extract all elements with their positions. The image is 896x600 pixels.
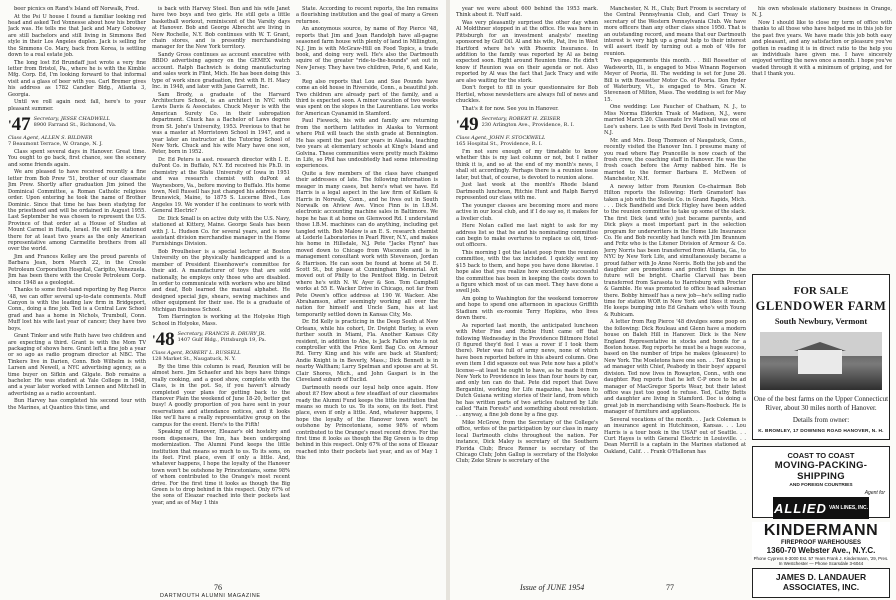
page-number-right: 77	[666, 583, 674, 592]
paragraph: Class spent several days in Hanover. Great time. You ought to go back, first chance, see the scenery and some friends again.	[8, 149, 146, 168]
paragraph: As reported last month, the anticipated luncheon with Peter Fine and Richie Hunt came off that following Wednesday in the Providence Biltmore Hotel (I figured they'd feel I was a rover if I took them there). Peter was full of army news, none of which have been reported before in this absurd column. One even item I did squeeze out was Pete now has a pilot's license—at least he ought to have, as he made it from New York to Providence in less than four hours by car, and only ten can do that. Pete did report that Dave Bergantini, working for Life magazine, has been to Dutch Guiana writing stories of their land, from which he has written parts of two articles featured by Life called "Rain Forests" and something about revolution. . . anyway, a fine job done by a fine guy.	[456, 322, 598, 419]
paragraph: Speaking of Hanover, Eleazar's old hostelry and room dispensers, the Inn, has been undergoing modernization. The Alumni Fund keeps the little institution that means so much to us. To its sons, on its feet. First place, even if only a little. And, whatever happens, I hope the loyalty of the Hanover town won't be outshone by Princetonians, some 98% of whom contributed to the Orange's most recent drive. For the first time it looks as though the Big Green is to drop behind in this respect. Only 67% of the sons of Eleazar reached into their pockets last year, and as of May 1 this	[152, 429, 290, 506]
paragraph: Mr. and Mrs. Doug Thomson of Naugatuck, Conn., recently visited the Hanover Inn. I presume many of you read where Ray Pranceille is now coach of the frosh crew, the coaching staff in Hanover. He was the frosh coach before the Army nabbed him. He is married to the former Barbara E. McEwen of Manchester, N.H.	[604, 137, 746, 183]
paragraph: beer picnics on Rand's Island off Norwalk, Fred.	[14, 6, 140, 12]
paragraph: By the time this column is read, Reunion will be almost here. Jim Schaefer and his boys have things really cooking, and a good show, complete with the Class, is in the pot. So, if you haven't already completed your plans for getting back to the Hanover Plain the weekend of June 18-20, better get busy! A goodly proportion of you have sent in your reservations and attendance notices, and it looks like we'll have a really representative group on the campus for the event. Here's to the Fifth!	[152, 364, 290, 428]
paragraph: Several vocations of the month. . . Jack Coleman is an insurance agent in Hutchinson, Kansas. . . Lou Harris is a tour book in the USAF out of Seattle. . . Curt Hayes is with General Electric in Louisville. . . Dean Merrill is a captain in the Marines stationed at Oakland, Calif. . . Frank O'Halloran has	[604, 416, 746, 455]
class-49-header	[456, 114, 598, 136]
paragraph: The younger classes are becoming more and more active in our local club, and if I do say so, it makes for a livelier club.	[456, 202, 598, 222]
paragraph: I'm not sure enough of my timetable to know whether this is my last column or not, but I rather think it is, and so at the end of my month's news, I shall sit accordingly. Perhaps there is a reunion issue later, but that, of course, is devoted to reunion alone.	[456, 149, 598, 181]
paragraph: Just last week at the month's Rhode Island Dartmouth luncheon, Ritchie Hunt and Ralph Barryd represented our class with me.	[456, 182, 598, 202]
ad-allied-moving	[752, 446, 890, 518]
paragraph: Dr. Ed Kelly is practicing in the Deep South at New Orleans, while his cohort, Dr. Dwight Burley, is even further south in Miami, Fla. Another Kansas City resident, in addition to Abe, is Jack Fallon who is not comptroller with the Price Kent Bag Co. on Armour Rd. Terry King and his wife are back at Stanford; Andie Knight is in Beverly, Mass.; Dick Bennett is in nearby Waltham; Larry Spelman and spouse are at St. Clair Shores, Mich., and John Gaspari is in the Cleveland suburb of Euclid.	[296, 319, 438, 384]
paragraph: is back with Harvey Steel. Bun and his wife Janet have two boys and two girls. He still gets a little basketball workout, reminiscent of the Varsity days at Hanover. Bob and George Albrecht are living in New Rochelle, N.Y. Bob continues with W. T. Grant, chain stores, and is presently merchandising manager for the New York territory.	[152, 6, 290, 51]
column-4	[456, 6, 598, 581]
class-agent-address: 7 Beaumont Terrace, W. Orange, N. J.	[8, 141, 103, 148]
class-secretary-address: 230 Arlington Ave., Providence, R. I.	[481, 122, 575, 129]
page-number-left: 76	[214, 583, 222, 592]
paragraph: We are pleased to have received recently a fine letter from Bob Prew '51, brother of our classmate Jim Prew. Shortly after graduation Jim joined the Dominical Committee, a Roman Catholic religious order. Upon entering he took the name of Brother Dominic. Since that time he has been studying for the priesthood and will be ordained in August 1955. Last September he was chosen to represent the U.S. Province of that order at a House of Studies at Mount Carmel in Haifa, Israel. He will be stationed there for at least two years as the only American representative among Carmelite brothers from all over the world.	[8, 169, 146, 253]
paragraph: Jim and Frances Kelley are the proud parents of Barbara Jean, born March 22, in the Creole Petroleum Corporation Hospital, Caripito, Venezuela. Jim has been there with the Creole Petroleum Corp. since 1948 as a geologist.	[8, 253, 146, 286]
column-3	[296, 6, 438, 581]
paragraph: Sandy Gross continues as account executive with BBDO advertising agency on the GEMEX watch account. Ralph Bachwich is doing manufacturing and sales work in Flint, Mich. He has been doing this type of work since graduation, first with R. H. Macy Inc. in 1948, and later with Jane Garrett, Inc.	[152, 52, 290, 91]
allied-logo: ALLIED VAN LINES, INC.	[773, 497, 869, 519]
class-secretary: Secretary, FRANCIS R. DRURY JR.	[177, 331, 266, 338]
ad-farm-name: GLENDOWER FARM	[755, 299, 887, 313]
ad-farm-location: South Newbury, Vermont	[774, 316, 868, 326]
column-2	[152, 6, 290, 581]
paragraph: A letter from Reg Pierce '48 divulges some poop on the following: Dick Rouleau and Glenn have a modern house on Baleh Hill in Hanover. Dick is the New England Representative in stocks and bonds for a Boston house. Reg reports he must be a huge success, based on the number of trips he makes (pleasure) to New York. The Moeletons have one son. . . Ted Knug is ad manager with Chief, Peabody in their boys' apparel division. Ted now lives in Rowayton, Conn., with one daughter. Reg reports that he left C-P once to be ad manager of MacGregor Sports Wear, but their latest office was just too good to refuse. Ted, Cathy Betts and daughter are living in Stamford. Doc is doing a great job in merchandising with Sears-Roebuck. He is manager of furniture and appliances.	[604, 319, 746, 416]
class-agent: Class Agent, ALLEN S. BILDNER	[8, 135, 93, 142]
class-agent-address: 165 Hospital St., Providence, R. I.	[456, 141, 543, 148]
ad-for-sale: FOR SALE	[793, 285, 849, 297]
left-page	[0, 0, 446, 600]
paragraph: Tom Harrington is working at the Holyoke High School in Holyoke, Mass.	[152, 314, 290, 327]
ad-kindermann-phone: Phone Cypress 8-3000 Est. 57 Years Frank J. Kindermann, '29, Pres. In Westchester — Phone Scarsdale 3-6044	[753, 556, 889, 566]
paragraph: Don't forget to fill in your questionnaire for Bob Hertiel, whose newsletters are always full of news and chuckles.	[456, 85, 598, 105]
running-head: DARTMOUTH ALUMNI MAGAZINE	[160, 593, 261, 599]
paragraph: year we were about 600 behind the 1953 mark. Think about it. 'Nuff said.	[456, 6, 598, 19]
paragraph: Am going to Washington for the weekend tomorrow and hope to spend one afternoon in spacious Griffith Stadium with ex-roomie Terry Hopkins, who lives down there.	[456, 295, 598, 322]
ad-landauer	[752, 568, 890, 598]
class-agent: Class Agent, JOHN F. STOCKWELL	[456, 135, 546, 142]
class-secretary-address: 1407 Gulf Bldg., Pittsburgh 19, Pa.	[177, 337, 267, 344]
ad-kindermann-address: 1360-70 Webster Ave., N.Y.C.	[766, 546, 876, 555]
paragraph: Thanks to some first-hand reporting by Reg Pierce '48, we can offer several up-to-date comments. Muff Canyon is with the leading law firm in Bridgeport, Conn., doing a fine job. Ted is a Central Law School grad and has a home in Nichols, Trumbull, Conn. Muff lost his wife last year of cancer; they have two boys.	[8, 287, 146, 332]
class-year-48: '48	[152, 329, 175, 351]
paragraph: Mike McGrew, from the Secretary of the College's office, writes of the participation by our class in many local Dartmouth clubs throughout the nation. For instance, Dick Maley is secretary of the Southern Florida Club; Bruce Renner is secretary of the Chicago Club; John Gallup is secretary of the Holyoke Club; Zeke Straw is secretary of the	[456, 420, 598, 465]
paragraph: At the Psi U house I found a familiar looking red head and asked Ted Vonnesse about how his brother Jack was. He tells me that Jack and Mary Cobowey are still bachelors and still living in Simmons Bed style in their Los Angeles duplex. Jack is selling for the Simmons Co. Mary, back from Korea, is settling down to a real estate job.	[8, 13, 146, 59]
class-year-47: '47	[8, 114, 31, 136]
paragraph: That's it for now. See you in Hanover.	[462, 105, 559, 112]
paragraph: Dr. Dick Small is on active duty with the U.S. Navy, stationed at Kittery, Maine. George Seals has been with J. L. Hudson Co. for several years, and is now assistant division merchandise manager in the Home Furnishings Division.	[152, 215, 290, 248]
ad-farm-details: Details from owner:	[792, 416, 850, 424]
paragraph: Bob Proulheiser is a special lecturer at Boston University on the physically handicapped and is a member of President Eisenhower's committee for their aid. A manufacturer of toys that are sold nationally, he employs only those who are disabled. In order to communicate with workers who are blind and deaf, Bob learned the manual alphabet. He designed special jigs, shears, sewing machines and other equipment for their use. He is a graduate of Michigan Business School.	[152, 248, 290, 313]
ad-landauer-name2: ASSOCIATES, INC.	[782, 582, 860, 592]
paragraph: Dartmouth needs our loyal help once again. How about it? How about a few steadfast of our classmates ready the Alumni Fund keeps the little institution that means so much to us. To its sons, on its feet. First place, even if only a little. And, whatever happens, I hope the loyalty of the Hanover town won't be outshone by Princetonians, some 98% of whom contributed to the Orange's most recent drive. For the first time it looks as though the Big Green is to drop behind in this respect. Only 67% of the sons of Eleazar reached into their pockets last year, and as of May 1 this	[296, 384, 438, 462]
paragraph: A newsy letter from Reunion Co-chairman Bob Hilton reports the following: Herb Gramstorf has taken a job with the Steele Co. in Grand Rapids, Mich. . . . Dick Bandfield and Dick Higley have been added to the reunion committee to take up some of the slack. The first Dick (and wife) just became parents, and Dick plays a most important part in the selection program for underwriters in the Home Life Insurance Co. He and Bob recently had lunch with Jim Brannum and Fritz who is the Litener Division of Armour & Co. Jerry Norris has been transferred from Atlanta, Ga., to NYC by New York Life, and simultaneously became a proud father with Jo Anne Norris. Both the job and the daughter are promotions and predict things in the future will be bright. Charlie Clarvail has been transferred from Sarasota to Harrisburg with Procter & Gamble. He was promoted to office head salesman there. Bobby himself has a new job—he's selling radio time for station WOR in New York and likes it much. He keeps bumping into Ed Graham who's with Young & Rubicam.	[604, 183, 746, 318]
class-year-49: '49	[456, 114, 479, 136]
class-secretary: Secretary, ROBERT H. ZEISER	[481, 116, 561, 123]
class-secretary-address: 8900 Farrand St., Richmond, Va.	[33, 122, 117, 129]
ad-farm-description: One of the best farms on the Upper Connecticut River, about 30 miles north of Hanover.	[753, 395, 889, 412]
ad-kindermann-name: KINDERMANN	[763, 522, 879, 539]
ad-allied-line1: COAST TO COAST	[787, 451, 855, 460]
paragraph: Paul Fieweck, his wife and family are returning from the northern latitudes in Alaska to Vermont where Phil will teach the sixth grade at Bennington. He has spent the past four years in Alaska, teaching two years at elementary schools at King's Island and Golvina. These communities were pretty much Eskimo in Life, so Phil has undoubtedly had some interesting experiences.	[296, 118, 438, 170]
paragraph: Until we roll again next fall, here's to your pleasant summer.	[8, 99, 146, 112]
class-47-header	[8, 114, 146, 136]
paragraph: Reg also reports that Lou and Sue Pounds have come an old house in Riverside, Conn., a beautiful job. Two children are already part of the family, and a third is expected soon. A minor vacation of two weeks was spent on the slopes in the Laurentians. Lou works for American Cyanamid in Stamford.	[296, 78, 438, 117]
paragraph: Quite a few members of the class have changed their addresses of late. The following information is meager in many cases, but here's what we have. Ed Harris is a legal aspect in the law firm of Kellam & Harris in Norwalk, Conn., and he lives out in South Norwalk on Afview Ave. Vince Finn is in I.B.M. electronic accounting machine sales in Baltimore. We hope he has it at home on Glenwood Rd. I understand those I.B.M. machines can do anything, including get tangled with. Bob Malow is an E. S. research chemist at Lederle Laboratories in Pearl River, N.Y., and makes his home in Hillsdale, N.J. Pete "Jacks Flynn" has moved down to Chicago from Wisconsin and is in management consultant work with Stevenson, Jordan & Harrison. He can soon be found at home at 54 E. Scott St., but please at Cunningham Memorial. Art moved out of Philly to the Pentfoot Bldg. in Detroit where he's with N. W. Ayer & Son. Tom Campbell works at 55 E. Wacker Drive in Chicago, not far from Pete Owen's office address at 190 W. Wacker. Abe Abrahamson, after seemingly working all over the nation for himself and Uncle Sam, has at last temporarily settled down in Kansas City, Mo.	[296, 170, 438, 318]
paragraph: Grant Tinker and wife Ruth have two children and are expecting a third. Grant is with the Mom TV packaging of shows here. Grant left a fine job a year or so ago as radio program director at NBC. The Tinkers live in Darien, Conn. Bob Wilhelm is with Larsen and Newell, a NYC advertising agency, as a time buyer on Sifkin and Gilgate. Bob remains a bachelor. He was student at Yale College in 1948, and a year later worked with Lennen and Mitchell in advertising as a radio accountant.	[8, 333, 146, 397]
paragraph: Dr. Ed Peters is asst. research director with I. E. duPont Co. in Buffalo, N.Y. Ed received his Ph.D. in chemistry at the State University of Iowa in 1951 and was research chemist with duPont at Waynesboro, Va., before moving to Buffalo. His home town, Neil Russell has just changed his address from Brunswick, Maine, to 1875 S. Lucerne Blvd., Los Angeles 19. We wonder if he continues to work with General Electric?	[152, 156, 290, 215]
paragraph: Was very pleasantly surprised the other day when Al Moldthner stopped in at the office. He was here in Pittsburgh for an investment analysts' meeting sponsored by Gulf Oil. Al and his wife, Pat, live in West Hartford where he's with Phoenix Insurance. In addition to the family was reported by Al as being expected soon. Right around Reunion time. He didn't know if Reunion was on their agenda or not. Also reported by Al was the fact that Jack Tracy and wife are also waiting for the stork.	[456, 20, 598, 84]
class-agent: Class Agent, ROBERT L. RUSSELL	[152, 350, 241, 357]
ad-allied-line2: MOVING-PACKING-SHIPPING	[774, 460, 868, 482]
ad-landauer-name: JAMES D. LANDAUER	[775, 572, 867, 582]
issue-date: Issue of JUNE 1954	[520, 583, 585, 592]
paragraph: State. According to recent reports, the Inn remains a flourishing institution and the goal of many a Green returnee.	[296, 6, 438, 25]
paragraph: Now I should like to close my term of office with thanks to all those who have helped me in this job for the past five years. We have made this job both easy and pleasant, and any satisfaction or pleasure you've gotten in reading it is in direct ratio to the help you as individuals have given me. I have sincerely enjoyed writing the news once a month. I hope you've waded through it with a minimum of griping, and for that I thank you.	[752, 20, 892, 78]
paragraph: The long lost Ed Brundaff just wrote a very fine letter from Bristol, Pa., where he is with the Kimble Mfg. Corp. Ed, I'm looking forward to that informal visit and a glass of beer with you. Carl Bremer gives his address as 1782 Candler Bldg., Atlanta 3, Georgia.	[8, 59, 146, 98]
ad-allied-agent-for: Agent for	[864, 490, 885, 496]
ad-allied-line3: AND FOREIGN COUNTRIES	[789, 483, 853, 488]
column-5	[604, 6, 746, 581]
paragraph: This morning I got the latest poop from the reunion committee, with the tax included. I quickly sent my $15 back to them, and hope you have done likewise. I hope also that you realize how excellently successful the committee has been in keeping the costs down to a figure which most of us can meet. They have done a swell job.	[456, 249, 598, 295]
column-1	[8, 6, 146, 581]
class-48-header	[152, 329, 290, 351]
paragraph: Bun Harvey has completed his second tour with the Marines, at Quantico this time, and	[8, 398, 146, 411]
paragraph: his own wholesale stationery business in Orange, N. J.	[752, 6, 892, 19]
paragraph: Sam Brody, a graduate of the Harvard Architecture School, is an architect in NYC with Lewis Davis & Associates. Chuck Meyer is with the American Surety Co. in their subrogation department. Chuck has a Bachelor of Laws degree from St. John's University, 1953. Previous to that he was a master at Morristown School in 1947, and a year later an instructor at the Tutoring School of New York. Chuck and his wife Mary have one son, Peter, born in 1952.	[152, 91, 290, 156]
paragraph: Manchester, N. H., Club; Burt Froom is secretary of the Central Pennsylvania Club, and Carl Treay is secretary of the Western Pennsylvania Club. We have more officers than any other class since 1950. That is an outstanding record, and means that our Dartmouth interest is very high up a great help to their interest will assert itself by turning out a mob of '49s for reunion.	[604, 6, 746, 57]
class-secretary: Secretary, JESSE CHADWELL	[33, 116, 110, 123]
farm-photo	[760, 332, 882, 390]
class-agent-address: 128 Market St., Naugatuck, N. Y.	[152, 356, 236, 363]
ad-farm-address: K. BROMLEY, 17 DOWNING ROAD HANOVER, N. H.	[758, 429, 884, 434]
ad-kindermann-sub: FIREPROOF WAREHOUSES	[780, 540, 861, 546]
ad-glendower-farm	[752, 274, 890, 440]
paragraph: Two engagements this month. . . Bill Rossetter of Wadsworth, Ill., is engaged to Miss Winann Rogerson Meyer of Peoria, Ill. The wedding is set for June 26. Bill is with Rossetter Motor Co. of Peoria. Don Ryder of Waterbury, Vt., is engaged to Mrs. Grace N. Stevenson of Milton, Mass. The wedding is set for May 15.	[604, 58, 746, 103]
paragraph: One wedding: Lee Faucher of Chatham, N. J., to Miss Norma Elderkin Trask of Madison, N.J., were married March 20. Classmate Irv Marshall was one of Lee's ushers. Lee is with Red Devil Tools in Irvington, N.J.	[604, 104, 746, 137]
paragraph: An anonymous source, by name of Roy Pierce '48, reports that Jim and Joan Randolph have all-pagne seasoned farm house with plenty of land in Millington, N.J. Jim is with McGraw-Hill on Food Topics, a trade book, and doing very well. He's also the Dartmouth squire of the greater "ride-to-the-hounds" set out in New Jersey. They have two children, Pete, 6, and Kate, 3.	[296, 26, 438, 78]
ad-kindermann	[752, 522, 890, 566]
paragraph: Here Nolan called me last night to ask for my address list so that he and his nominating committee can begin to make overtures to replace us old, tired-out officers.	[456, 223, 598, 249]
column-6	[752, 6, 892, 266]
